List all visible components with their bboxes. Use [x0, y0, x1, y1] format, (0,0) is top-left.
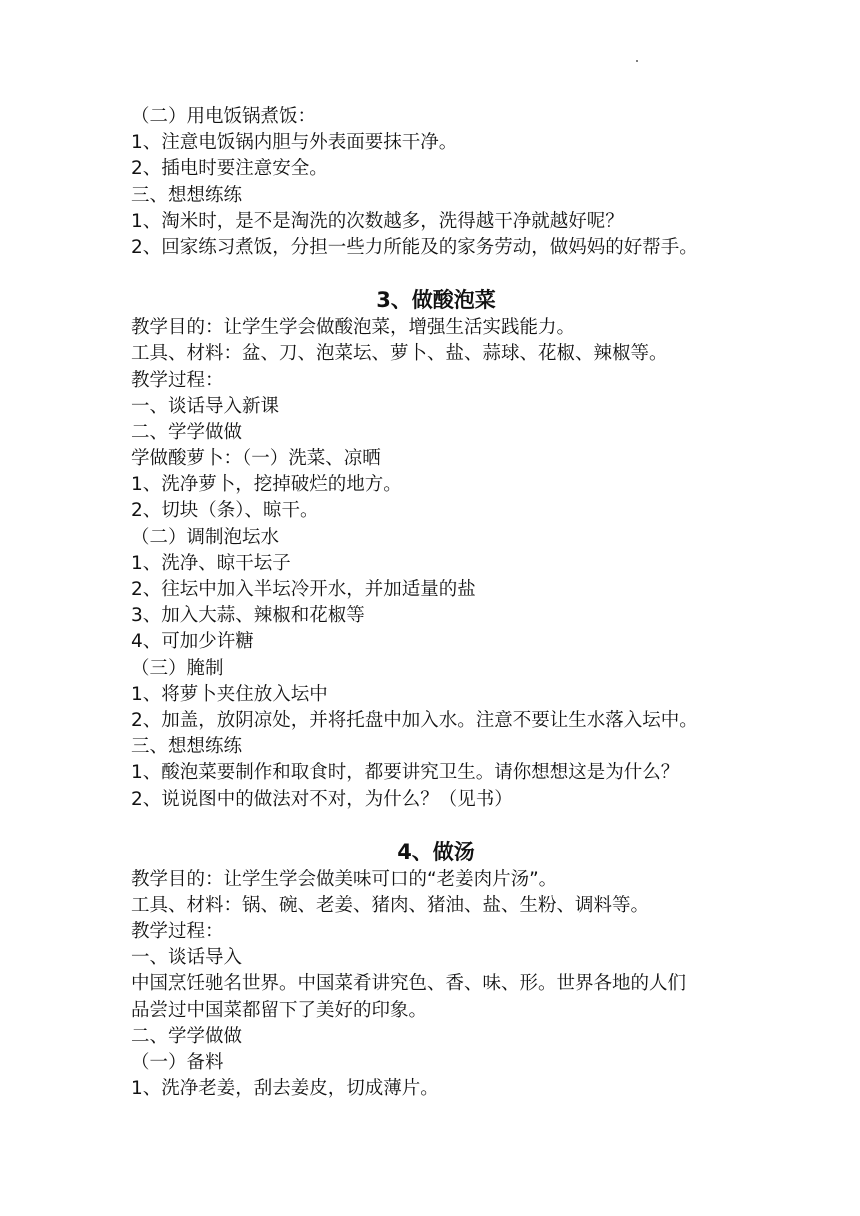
text-line: 1、洗净、晾干坛子 [131, 552, 291, 574]
text-line: 一、谈话导入 [131, 947, 243, 969]
text-line: 二、学学做做 [131, 1025, 243, 1047]
section-4-body [131, 867, 741, 1103]
text-line: 工具、材料：锅、碗、老姜、猪肉、猪油、盐、生粉、调料等。 [131, 894, 650, 916]
text-line: 2、切块（条）、晾干。 [131, 500, 319, 522]
text-line: 2、回家练习煮饭，分担一些力所能及的家务劳动，做妈妈的好帮手。 [131, 236, 698, 258]
text-line: 教学过程： [131, 369, 224, 391]
text-line: 1、洗净老姜，刮去姜皮，切成薄片。 [131, 1078, 439, 1100]
text-line: 1、将萝卜夹住放入坛中 [131, 683, 328, 705]
text-line: 2、插电时要注意安全。 [131, 158, 328, 180]
text-line: 学做酸萝卜：（一）洗菜、凉晒 [131, 448, 381, 470]
text-line: 教学目的：让学生学会做酸泡菜，增强生活实践能力。 [131, 317, 576, 339]
section-title: 4、做汤 [397, 839, 475, 864]
text-line: 一、谈话导入新课 [131, 395, 280, 417]
text-line: 1、注意电饭锅内胆与外表面要抹干净。 [131, 132, 458, 154]
rice-cooking-continued [131, 104, 741, 261]
text-line: （一）备料 [131, 1052, 224, 1073]
text-line: 1、淘米时，是不是淘洗的次数越多，洗得越干净就越好呢？ [131, 210, 624, 232]
text-line: 1、酸泡菜要制作和取食时，都要讲究卫生。请你想想这是为什么？ [131, 762, 680, 784]
text-line: 2、加盖，放阴凉处，并将托盘中加入水。注意不要让生水落入坛中。 [131, 709, 698, 731]
text-line: 工具、材料：盆、刀、泡菜坛、萝卜、盐、蒜球、花椒、辣椒等。 [131, 343, 668, 365]
text-line: 品尝过中国菜都留下了美好的印象。 [131, 999, 428, 1021]
text-line: 二、学学做做 [131, 421, 243, 443]
text-line: （二）调制泡坛水 [131, 526, 280, 548]
text-line: 2、往坛中加入半坛冷开水，并加适量的盐 [131, 579, 476, 600]
text-line: 4、可加少许糖 [131, 631, 254, 653]
text-line: （二）用电饭锅煮饭： [131, 106, 317, 127]
text-line: 三、想想练练 [131, 736, 243, 758]
text-line: 三、想想练练 [131, 184, 243, 206]
text-line: 2、说说图中的做法对不对，为什么？（见书） [131, 788, 513, 810]
text-line: （三）腌制 [131, 657, 224, 679]
text-line: 3、加入大蒜、辣椒和花椒等 [131, 605, 365, 627]
page-mark [636, 60, 638, 62]
text-line: 中国烹饪驰名世界。中国菜肴讲究色、香、味、形。世界各地的人们 [131, 973, 687, 995]
text-line: 教学过程： [131, 921, 224, 943]
text-line: 1、洗净萝卜，挖掉破烂的地方。 [131, 474, 402, 496]
section-3-body [131, 315, 741, 813]
section-title: 3、做酸泡菜 [376, 288, 496, 313]
document-body [131, 104, 741, 1102]
text-line: 教学目的：让学生学会做美味可口的“老姜肉片汤”。 [131, 868, 558, 890]
